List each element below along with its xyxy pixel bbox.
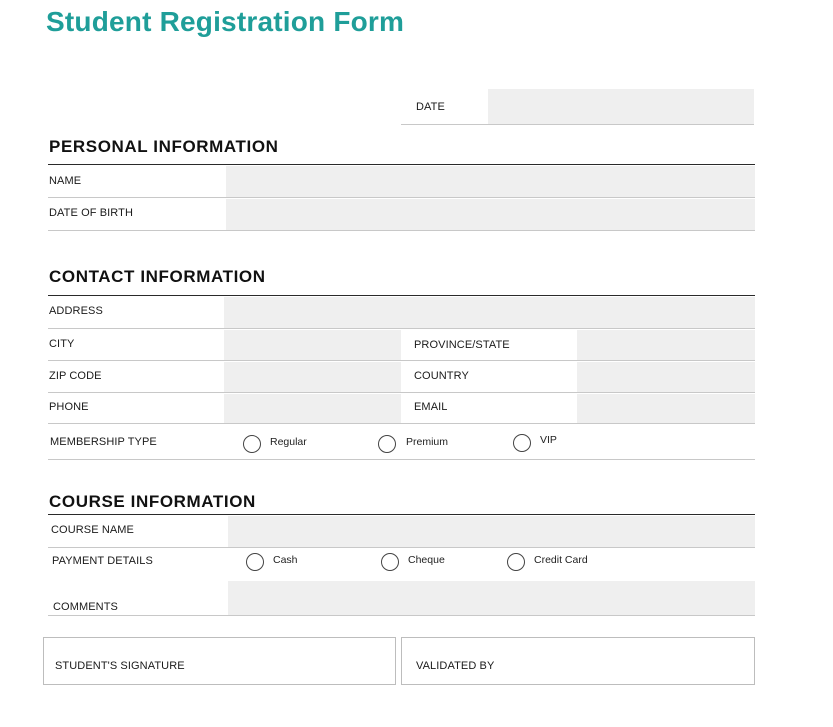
- payment-cash-label: Cash: [273, 554, 298, 566]
- address-label: ADDRESS: [49, 305, 103, 317]
- course-information-heading: COURSE INFORMATION: [49, 492, 256, 511]
- name-field[interactable]: [226, 166, 755, 197]
- student-signature-box[interactable]: [43, 637, 396, 685]
- phone-label: PHONE: [49, 401, 89, 413]
- membership-type-label: MEMBERSHIP TYPE: [50, 436, 157, 448]
- email-field[interactable]: [577, 394, 755, 423]
- date-field[interactable]: [488, 89, 754, 124]
- payment-credit-card-radio[interactable]: [507, 553, 525, 571]
- province-state-label: PROVINCE/STATE: [414, 339, 510, 351]
- province-state-field[interactable]: [577, 330, 755, 360]
- zip-code-field[interactable]: [224, 362, 401, 392]
- address-row-divider: [48, 328, 755, 329]
- personal-heading-rule: [48, 164, 755, 165]
- personal-information-heading: PERSONAL INFORMATION: [49, 137, 279, 156]
- payment-cheque-radio[interactable]: [381, 553, 399, 571]
- phone-field[interactable]: [224, 394, 401, 423]
- contact-information-heading: CONTACT INFORMATION: [49, 267, 266, 286]
- payment-details-label: PAYMENT DETAILS: [52, 555, 153, 567]
- comments-label: COMMENTS: [53, 601, 118, 613]
- course-heading-rule: [48, 514, 755, 515]
- comments-field[interactable]: [228, 581, 755, 615]
- membership-premium-label: Premium: [406, 436, 449, 448]
- city-label: CITY: [49, 338, 75, 350]
- payment-cheque-label: Cheque: [408, 554, 445, 566]
- date-of-birth-label: DATE OF BIRTH: [49, 207, 134, 219]
- payment-credit-card-label: Credit Card: [534, 554, 588, 566]
- page-title: Student Registration Form: [46, 6, 405, 37]
- membership-premium-radio[interactable]: [378, 435, 396, 453]
- email-label: EMAIL: [414, 401, 448, 413]
- dob-row-divider: [48, 230, 755, 231]
- student-signature-label: STUDENT'S SIGNATURE: [55, 660, 185, 672]
- course-name-row-divider: [48, 547, 755, 548]
- date-label: DATE: [416, 101, 445, 113]
- membership-regular-radio[interactable]: [243, 435, 261, 453]
- phone-row-divider: [48, 423, 755, 424]
- membership-regular-label: Regular: [270, 436, 307, 448]
- zip-code-label: ZIP CODE: [49, 370, 102, 382]
- city-row-divider: [48, 360, 755, 361]
- course-name-label: COURSE NAME: [51, 524, 134, 536]
- address-field[interactable]: [224, 297, 755, 328]
- name-row-divider: [48, 197, 755, 198]
- validated-by-label: VALIDATED BY: [416, 660, 495, 672]
- course-name-field[interactable]: [228, 516, 755, 547]
- membership-vip-label: VIP: [540, 434, 557, 446]
- country-label: COUNTRY: [414, 370, 469, 382]
- comments-row-divider: [48, 615, 755, 616]
- date-of-birth-field[interactable]: [226, 199, 755, 230]
- contact-heading-rule: [48, 295, 755, 296]
- date-underline: [401, 124, 754, 125]
- zip-row-divider: [48, 392, 755, 393]
- membership-row-divider: [48, 459, 755, 460]
- validated-by-box[interactable]: [401, 637, 755, 685]
- city-field[interactable]: [224, 330, 401, 360]
- name-label: NAME: [49, 175, 82, 187]
- country-field[interactable]: [577, 362, 755, 392]
- payment-cash-radio[interactable]: [246, 553, 264, 571]
- membership-vip-radio[interactable]: [513, 434, 531, 452]
